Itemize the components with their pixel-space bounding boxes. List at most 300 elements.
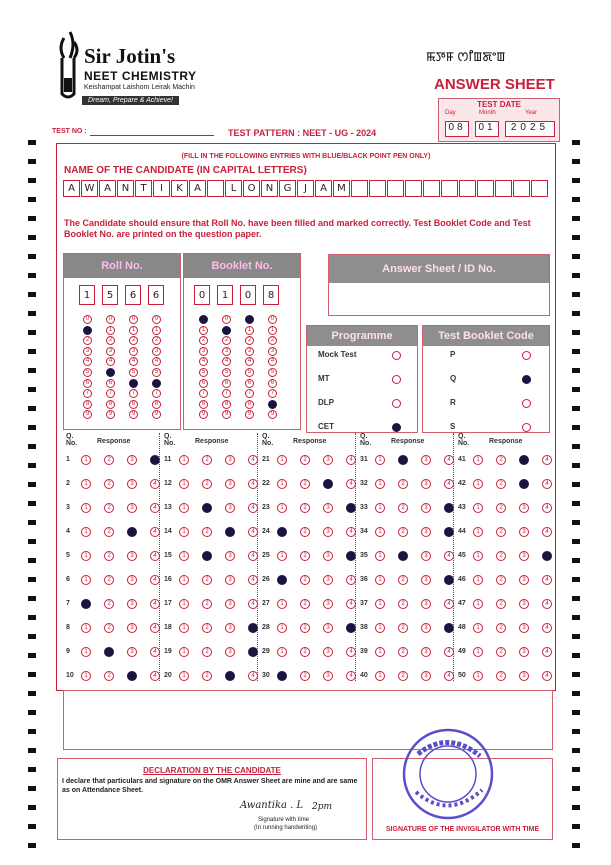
roll-bubble[interactable]: 8 xyxy=(83,400,92,409)
answer-bubble[interactable]: 3 xyxy=(519,551,529,561)
answer-bubble[interactable]: 3 xyxy=(323,575,333,585)
roll-bubble[interactable]: 6 xyxy=(83,379,92,388)
answer-bubble[interactable] xyxy=(127,671,137,681)
booklet-bubble[interactable]: 7 xyxy=(245,389,254,398)
roll-bubble[interactable]: 8 xyxy=(152,400,161,409)
roll-bubble[interactable]: 1 xyxy=(152,326,161,335)
booklet-code-option-bubble[interactable] xyxy=(522,375,531,384)
answer-bubble[interactable]: 4 xyxy=(542,623,552,633)
name-char-box[interactable] xyxy=(459,180,476,197)
programme-option-bubble[interactable] xyxy=(392,375,401,384)
roll-bubble[interactable]: 3 xyxy=(83,347,92,356)
roll-bubble[interactable] xyxy=(83,326,92,335)
answer-bubble[interactable]: 2 xyxy=(104,575,114,585)
answer-bubble[interactable]: 3 xyxy=(323,551,333,561)
answer-bubble[interactable]: 3 xyxy=(519,599,529,609)
answer-bubble[interactable]: 2 xyxy=(300,575,310,585)
answer-bubble[interactable]: 2 xyxy=(496,599,506,609)
roll-bubble[interactable] xyxy=(152,379,161,388)
booklet-bubble[interactable]: 4 xyxy=(245,357,254,366)
answer-bubble[interactable]: 2 xyxy=(202,647,212,657)
roll-bubble-grid[interactable] xyxy=(83,315,173,425)
booklet-bubble[interactable]: 2 xyxy=(222,336,231,345)
roll-bubble[interactable] xyxy=(129,379,138,388)
programme-options[interactable] xyxy=(318,350,414,434)
answer-bubble[interactable]: 2 xyxy=(300,551,310,561)
roll-bubble[interactable]: 6 xyxy=(106,379,115,388)
roll-bubble[interactable]: 2 xyxy=(83,336,92,345)
answer-bubble[interactable]: 4 xyxy=(346,527,356,537)
booklet-bubble[interactable]: 8 xyxy=(199,400,208,409)
answer-bubble[interactable]: 1 xyxy=(179,479,189,489)
booklet-bubble[interactable]: 5 xyxy=(245,368,254,377)
name-char-box[interactable]: K xyxy=(171,180,188,197)
booklet-bubble[interactable]: 7 xyxy=(199,389,208,398)
name-char-box[interactable]: A xyxy=(63,180,80,197)
answer-bubble[interactable]: 2 xyxy=(104,599,114,609)
answer-bubble[interactable]: 4 xyxy=(346,647,356,657)
booklet-bubble[interactable]: 1 xyxy=(199,326,208,335)
answer-bubble[interactable]: 4 xyxy=(248,575,258,585)
date-year-value[interactable]: 2025 xyxy=(505,121,555,137)
answer-bubble[interactable]: 2 xyxy=(300,599,310,609)
roll-bubble[interactable]: 9 xyxy=(129,410,138,419)
answer-bubble[interactable]: 1 xyxy=(473,527,483,537)
answer-bubble[interactable]: 1 xyxy=(375,647,385,657)
answer-bubble[interactable]: 3 xyxy=(421,479,431,489)
answer-bubble[interactable]: 1 xyxy=(277,479,287,489)
answer-bubble[interactable]: 3 xyxy=(127,551,137,561)
booklet-code-option-bubble[interactable] xyxy=(522,399,531,408)
answer-bubble[interactable]: 4 xyxy=(346,575,356,585)
answer-bubble[interactable]: 1 xyxy=(473,575,483,585)
roll-digit-box[interactable]: 6 xyxy=(125,285,141,305)
roll-bubble[interactable]: 0 xyxy=(152,315,161,324)
answer-bubble[interactable]: 2 xyxy=(398,647,408,657)
booklet-bubble[interactable]: 8 xyxy=(222,400,231,409)
booklet-bubble[interactable]: 5 xyxy=(268,368,277,377)
answer-bubble[interactable]: 4 xyxy=(444,599,454,609)
booklet-bubble[interactable]: 9 xyxy=(222,410,231,419)
booklet-bubble[interactable]: 3 xyxy=(268,347,277,356)
answer-bubble[interactable]: 2 xyxy=(496,455,506,465)
roll-bubble[interactable]: 3 xyxy=(106,347,115,356)
date-month-value[interactable]: 01 xyxy=(475,121,499,137)
name-char-box[interactable]: T xyxy=(135,180,152,197)
booklet-bubble[interactable]: 3 xyxy=(222,347,231,356)
answer-bubble[interactable]: 1 xyxy=(375,575,385,585)
answer-bubble[interactable]: 1 xyxy=(179,623,189,633)
answer-bubble[interactable]: 3 xyxy=(421,647,431,657)
roll-bubble[interactable]: 7 xyxy=(83,389,92,398)
booklet-bubble[interactable]: 2 xyxy=(199,336,208,345)
booklet-code-options[interactable] xyxy=(450,350,546,434)
name-char-box[interactable] xyxy=(369,180,386,197)
answer-bubble[interactable]: 1 xyxy=(179,551,189,561)
answer-bubble[interactable]: 3 xyxy=(225,647,235,657)
answer-bubble[interactable] xyxy=(277,527,287,537)
programme-option-bubble[interactable] xyxy=(392,423,401,432)
answer-bubble[interactable]: 2 xyxy=(496,551,506,561)
booklet-digit-boxes[interactable] xyxy=(194,285,284,305)
name-char-box[interactable]: O xyxy=(243,180,260,197)
answer-bubble[interactable]: 1 xyxy=(375,503,385,513)
answer-bubble[interactable]: 1 xyxy=(375,527,385,537)
answer-bubble[interactable]: 3 xyxy=(519,647,529,657)
answer-bubble[interactable]: 4 xyxy=(150,671,160,681)
answer-bubble[interactable]: 4 xyxy=(444,479,454,489)
answer-bubble[interactable]: 4 xyxy=(444,455,454,465)
answer-bubble[interactable]: 2 xyxy=(496,647,506,657)
answer-bubble[interactable]: 3 xyxy=(519,503,529,513)
answer-bubble[interactable] xyxy=(202,503,212,513)
answer-bubble[interactable]: 2 xyxy=(202,575,212,585)
answer-bubble[interactable]: 2 xyxy=(104,527,114,537)
answer-bubble[interactable]: 2 xyxy=(104,623,114,633)
name-char-box[interactable] xyxy=(351,180,368,197)
answer-bubble[interactable]: 2 xyxy=(496,671,506,681)
name-char-box[interactable] xyxy=(531,180,548,197)
answer-bubble[interactable]: 4 xyxy=(444,647,454,657)
name-char-box[interactable] xyxy=(477,180,494,197)
roll-bubble[interactable]: 4 xyxy=(106,357,115,366)
answer-bubble[interactable]: 1 xyxy=(277,623,287,633)
booklet-bubble[interactable]: 4 xyxy=(222,357,231,366)
answer-bubble[interactable]: 2 xyxy=(300,647,310,657)
answer-bubble[interactable] xyxy=(277,671,287,681)
roll-bubble[interactable]: 8 xyxy=(129,400,138,409)
roll-bubble[interactable]: 2 xyxy=(129,336,138,345)
answer-bubble[interactable]: 3 xyxy=(323,455,333,465)
answer-bubble[interactable]: 1 xyxy=(375,671,385,681)
booklet-bubble[interactable]: 4 xyxy=(199,357,208,366)
name-char-box[interactable]: A xyxy=(189,180,206,197)
answer-bubble[interactable]: 1 xyxy=(473,647,483,657)
booklet-code-option-bubble[interactable] xyxy=(522,351,531,360)
answer-bubble[interactable]: 1 xyxy=(179,671,189,681)
roll-bubble[interactable]: 9 xyxy=(106,410,115,419)
answer-bubble[interactable]: 3 xyxy=(323,647,333,657)
answer-bubble[interactable]: 2 xyxy=(202,671,212,681)
answer-bubble[interactable]: 2 xyxy=(398,599,408,609)
answer-bubble[interactable]: 4 xyxy=(248,671,258,681)
name-char-box[interactable]: A xyxy=(315,180,332,197)
answer-bubble[interactable] xyxy=(542,551,552,561)
answer-bubble[interactable]: 1 xyxy=(81,623,91,633)
booklet-bubble[interactable]: 0 xyxy=(268,315,277,324)
roll-bubble[interactable] xyxy=(106,368,115,377)
answer-bubble[interactable]: 3 xyxy=(421,623,431,633)
answer-bubble[interactable]: 2 xyxy=(202,455,212,465)
answer-bubble[interactable]: 4 xyxy=(542,479,552,489)
answer-bubble[interactable]: 4 xyxy=(150,623,160,633)
booklet-bubble[interactable]: 3 xyxy=(245,347,254,356)
answer-bubble[interactable]: 3 xyxy=(127,575,137,585)
roll-bubble[interactable]: 7 xyxy=(152,389,161,398)
roll-digit-box[interactable]: 5 xyxy=(102,285,118,305)
answer-bubble[interactable]: 3 xyxy=(519,671,529,681)
answer-bubble[interactable] xyxy=(202,551,212,561)
answer-bubble[interactable] xyxy=(398,455,408,465)
answer-bubble[interactable] xyxy=(323,479,333,489)
booklet-digit-box[interactable]: 0 xyxy=(194,285,210,305)
answer-bubble[interactable]: 1 xyxy=(473,551,483,561)
answer-bubble[interactable]: 1 xyxy=(277,647,287,657)
answer-bubble[interactable]: 3 xyxy=(225,623,235,633)
programme-option-bubble[interactable] xyxy=(392,399,401,408)
roll-bubble[interactable]: 9 xyxy=(152,410,161,419)
booklet-bubble[interactable]: 4 xyxy=(268,357,277,366)
answer-bubble[interactable]: 4 xyxy=(150,527,160,537)
answer-bubble[interactable]: 1 xyxy=(277,599,287,609)
roll-bubble[interactable]: 7 xyxy=(129,389,138,398)
roll-bubble[interactable]: 1 xyxy=(129,326,138,335)
answer-bubble[interactable]: 1 xyxy=(179,599,189,609)
name-char-box[interactable]: N xyxy=(261,180,278,197)
roll-bubble[interactable]: 5 xyxy=(152,368,161,377)
name-char-box[interactable]: I xyxy=(153,180,170,197)
name-char-box[interactable]: W xyxy=(81,180,98,197)
answer-bubble[interactable]: 4 xyxy=(150,647,160,657)
name-char-box[interactable] xyxy=(387,180,404,197)
answer-bubble[interactable]: 4 xyxy=(150,599,160,609)
answer-bubble[interactable]: 1 xyxy=(375,455,385,465)
answer-bubble[interactable]: 2 xyxy=(104,671,114,681)
answer-bubble[interactable]: 4 xyxy=(150,575,160,585)
answer-bubble[interactable]: 4 xyxy=(542,455,552,465)
roll-bubble[interactable]: 5 xyxy=(83,368,92,377)
answer-bubble[interactable]: 2 xyxy=(496,623,506,633)
answer-bubble[interactable]: 1 xyxy=(473,623,483,633)
name-char-box[interactable]: A xyxy=(99,180,116,197)
answer-bubble[interactable] xyxy=(127,527,137,537)
answer-bubble[interactable]: 4 xyxy=(346,599,356,609)
answer-bubble[interactable]: 3 xyxy=(421,671,431,681)
answer-bubble[interactable]: 1 xyxy=(375,479,385,489)
booklet-bubble[interactable] xyxy=(268,400,277,409)
roll-bubble[interactable]: 1 xyxy=(106,326,115,335)
answer-bubble[interactable] xyxy=(519,455,529,465)
answer-bubble[interactable]: 1 xyxy=(81,503,91,513)
answer-bubble[interactable]: 1 xyxy=(473,503,483,513)
answer-bubble[interactable]: 4 xyxy=(346,479,356,489)
answer-bubble[interactable]: 3 xyxy=(127,647,137,657)
roll-digit-box[interactable]: 6 xyxy=(148,285,164,305)
roll-bubble[interactable]: 5 xyxy=(129,368,138,377)
answer-bubble[interactable]: 2 xyxy=(104,479,114,489)
roll-bubble[interactable]: 0 xyxy=(129,315,138,324)
answer-bubble[interactable]: 1 xyxy=(179,455,189,465)
answer-bubble[interactable]: 2 xyxy=(398,623,408,633)
answer-bubble[interactable]: 3 xyxy=(421,527,431,537)
answer-bubble[interactable]: 3 xyxy=(519,575,529,585)
booklet-bubble[interactable]: 2 xyxy=(245,336,254,345)
answer-bubble[interactable]: 4 xyxy=(150,479,160,489)
name-char-box[interactable]: N xyxy=(117,180,134,197)
answer-bubble[interactable]: 1 xyxy=(81,479,91,489)
answer-bubble[interactable]: 3 xyxy=(127,455,137,465)
roll-bubble[interactable]: 4 xyxy=(129,357,138,366)
answer-bubble[interactable]: 1 xyxy=(473,455,483,465)
answer-bubble[interactable]: 2 xyxy=(398,671,408,681)
booklet-bubble[interactable] xyxy=(222,326,231,335)
name-char-box[interactable] xyxy=(513,180,530,197)
booklet-bubble[interactable]: 1 xyxy=(245,326,254,335)
answer-bubble[interactable]: 2 xyxy=(300,455,310,465)
answer-bubble[interactable]: 1 xyxy=(81,647,91,657)
answer-bubble[interactable]: 3 xyxy=(127,503,137,513)
booklet-digit-box[interactable]: 0 xyxy=(240,285,256,305)
answer-bubble[interactable]: 3 xyxy=(323,599,333,609)
answer-bubble[interactable]: 1 xyxy=(179,527,189,537)
answer-bubble[interactable]: 4 xyxy=(542,671,552,681)
answer-bubble[interactable]: 2 xyxy=(300,503,310,513)
booklet-bubble[interactable]: 5 xyxy=(222,368,231,377)
test-no-line[interactable] xyxy=(90,135,214,136)
answer-bubble[interactable]: 2 xyxy=(300,671,310,681)
answer-bubble[interactable]: 1 xyxy=(81,551,91,561)
programme-option-bubble[interactable] xyxy=(392,351,401,360)
answer-bubble[interactable]: 2 xyxy=(398,479,408,489)
answer-bubble[interactable]: 3 xyxy=(421,575,431,585)
booklet-bubble[interactable]: 9 xyxy=(268,410,277,419)
answer-bubble[interactable]: 1 xyxy=(473,599,483,609)
answer-bubble[interactable]: 1 xyxy=(277,503,287,513)
answer-bubble[interactable]: 2 xyxy=(300,623,310,633)
answer-bubble[interactable]: 3 xyxy=(421,503,431,513)
booklet-bubble[interactable]: 0 xyxy=(222,315,231,324)
booklet-bubble[interactable]: 9 xyxy=(199,410,208,419)
answer-bubble[interactable]: 3 xyxy=(225,599,235,609)
name-char-box[interactable]: G xyxy=(279,180,296,197)
answer-bubble[interactable]: 4 xyxy=(444,671,454,681)
name-char-box[interactable]: J xyxy=(297,180,314,197)
answer-bubble[interactable] xyxy=(104,647,114,657)
answer-bubble[interactable]: 4 xyxy=(444,551,454,561)
answer-bubble[interactable]: 4 xyxy=(542,527,552,537)
name-char-box[interactable] xyxy=(207,180,224,197)
booklet-bubble[interactable]: 7 xyxy=(222,389,231,398)
booklet-bubble[interactable]: 2 xyxy=(268,336,277,345)
name-char-box[interactable]: M xyxy=(333,180,350,197)
answer-bubble[interactable]: 2 xyxy=(202,623,212,633)
answer-bubble[interactable]: 3 xyxy=(421,599,431,609)
booklet-bubble-grid[interactable] xyxy=(199,315,289,425)
answer-bubble[interactable]: 1 xyxy=(277,455,287,465)
booklet-bubble[interactable]: 8 xyxy=(245,400,254,409)
roll-bubble[interactable]: 2 xyxy=(106,336,115,345)
answer-bubble[interactable]: 3 xyxy=(323,623,333,633)
answer-bubble[interactable]: 3 xyxy=(323,503,333,513)
answer-bubble[interactable] xyxy=(81,599,91,609)
booklet-bubble[interactable]: 6 xyxy=(199,379,208,388)
answer-bubble[interactable]: 4 xyxy=(542,599,552,609)
answer-bubble[interactable]: 1 xyxy=(179,647,189,657)
answer-bubble[interactable]: 2 xyxy=(496,479,506,489)
roll-bubble[interactable]: 4 xyxy=(152,357,161,366)
answer-bubble[interactable] xyxy=(225,671,235,681)
name-char-box[interactable] xyxy=(423,180,440,197)
booklet-bubble[interactable] xyxy=(245,315,254,324)
answer-bubble[interactable] xyxy=(225,527,235,537)
answer-bubble[interactable]: 4 xyxy=(150,551,160,561)
answer-bubble[interactable]: 2 xyxy=(496,527,506,537)
answer-bubble[interactable]: 4 xyxy=(346,671,356,681)
answer-bubble[interactable]: 1 xyxy=(375,551,385,561)
answer-bubble[interactable]: 4 xyxy=(248,479,258,489)
booklet-bubble[interactable]: 6 xyxy=(268,379,277,388)
name-char-box[interactable] xyxy=(405,180,422,197)
answer-bubble[interactable]: 3 xyxy=(421,551,431,561)
answer-grid[interactable] xyxy=(63,433,553,683)
answer-bubble[interactable]: 2 xyxy=(202,527,212,537)
answer-bubble[interactable]: 4 xyxy=(248,599,258,609)
answer-bubble[interactable]: 4 xyxy=(542,503,552,513)
roll-bubble[interactable]: 0 xyxy=(83,315,92,324)
answer-bubble[interactable]: 2 xyxy=(104,455,114,465)
answer-bubble[interactable]: 1 xyxy=(473,671,483,681)
booklet-bubble[interactable]: 7 xyxy=(268,389,277,398)
answer-bubble[interactable]: 3 xyxy=(127,623,137,633)
roll-bubble[interactable]: 4 xyxy=(83,357,92,366)
answer-bubble[interactable]: 4 xyxy=(248,503,258,513)
answer-bubble[interactable]: 4 xyxy=(542,575,552,585)
answer-bubble[interactable]: 3 xyxy=(323,527,333,537)
answer-bubble[interactable]: 1 xyxy=(81,575,91,585)
answer-bubble[interactable]: 3 xyxy=(421,455,431,465)
answer-bubble[interactable]: 4 xyxy=(150,503,160,513)
roll-bubble[interactable]: 2 xyxy=(152,336,161,345)
answer-bubble[interactable]: 3 xyxy=(225,551,235,561)
roll-bubble[interactable]: 9 xyxy=(83,410,92,419)
booklet-digit-box[interactable]: 8 xyxy=(263,285,279,305)
roll-bubble[interactable]: 3 xyxy=(152,347,161,356)
roll-digit-boxes[interactable] xyxy=(79,285,169,305)
answer-bubble[interactable]: 1 xyxy=(179,575,189,585)
roll-bubble[interactable]: 3 xyxy=(129,347,138,356)
answer-bubble[interactable]: 1 xyxy=(179,503,189,513)
booklet-code-option-bubble[interactable] xyxy=(522,423,531,432)
answer-bubble[interactable]: 3 xyxy=(127,599,137,609)
answer-bubble[interactable]: 3 xyxy=(225,479,235,489)
roll-bubble[interactable]: 8 xyxy=(106,400,115,409)
booklet-bubble[interactable]: 3 xyxy=(199,347,208,356)
answer-bubble[interactable]: 3 xyxy=(519,527,529,537)
answer-bubble[interactable]: 2 xyxy=(300,479,310,489)
booklet-digit-box[interactable]: 1 xyxy=(217,285,233,305)
roll-bubble[interactable]: 7 xyxy=(106,389,115,398)
answer-bubble[interactable]: 3 xyxy=(225,503,235,513)
answer-bubble[interactable]: 2 xyxy=(398,527,408,537)
booklet-bubble[interactable] xyxy=(199,315,208,324)
name-boxes[interactable] xyxy=(63,180,550,198)
answer-bubble[interactable]: 1 xyxy=(81,527,91,537)
date-day-value[interactable]: 08 xyxy=(445,121,469,137)
answer-bubble[interactable]: 4 xyxy=(248,455,258,465)
booklet-bubble[interactable]: 1 xyxy=(268,326,277,335)
answer-bubble[interactable]: 2 xyxy=(300,527,310,537)
answer-bubble[interactable]: 2 xyxy=(496,575,506,585)
answer-bubble[interactable]: 2 xyxy=(202,599,212,609)
roll-bubble[interactable]: 0 xyxy=(106,315,115,324)
name-char-box[interactable] xyxy=(495,180,512,197)
answer-bubble[interactable]: 3 xyxy=(519,623,529,633)
answer-bubble[interactable]: 4 xyxy=(542,647,552,657)
answer-bubble[interactable]: 3 xyxy=(225,455,235,465)
name-char-box[interactable] xyxy=(441,180,458,197)
answer-bubble[interactable] xyxy=(398,551,408,561)
answer-bubble[interactable]: 2 xyxy=(202,479,212,489)
